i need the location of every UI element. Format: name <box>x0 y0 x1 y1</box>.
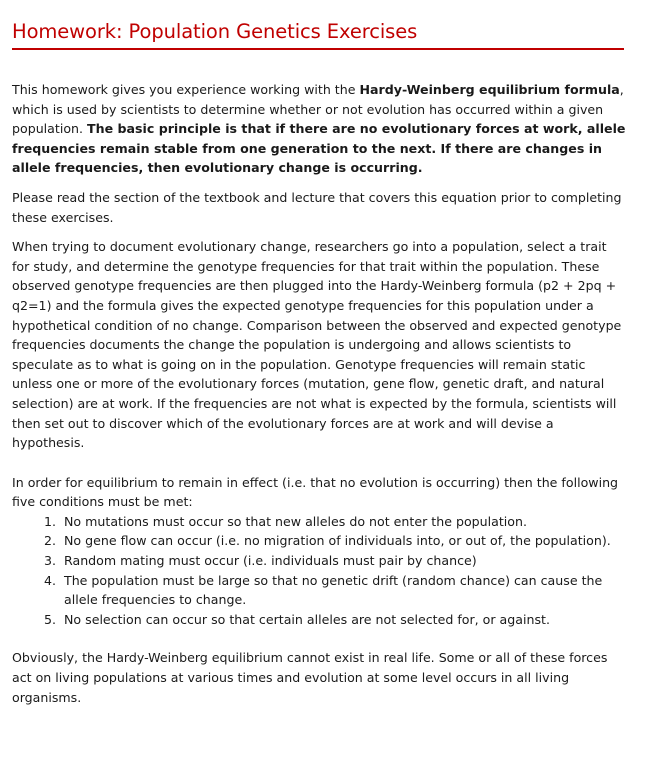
intro-text-1: This homework gives you experience working with the <box>12 82 360 97</box>
condition-item: 4. The population must be large so that no genetic drift (random chance) can cause the allele frequencies to change. <box>60 571 626 610</box>
conditions-intro: In order for equilibrium to remain in effect (i.e. that no evolution is occurring) then the following five conditions must be met: <box>12 474 619 510</box>
page-title: Homework: Population Genetics Exercises <box>12 20 418 43</box>
documenting-change-paragraph: When trying to document evolutionary change, researchers go into a population, select a trait for study, and determine the genotype frequencies for that trait within the population. These observed genotype frequencies are then plugged into the Hardy-Weinberg formula (p2 + 2pq + q2=1) and the formula gives the expected genotype frequencies for this population under a hypothetical condition of no change. Comparison between the observed and expected genotype frequencies documents the change the population is undergoing and allows scientists to speculate as to what is going on in the population. Genotype frequencies will remain static unless one or more of the evolutionary forces (mutation, gene flow, genetic draft, and natural selection) are at work. If the frequencies are not what is expected by the formula, scientists will then set out to discover which of the evolutionary forces are at work and will devise a hypothesis. <box>12 239 622 451</box>
closing-paragraph: Obviously, the Hardy-Weinberg equilibrium cannot exist in real life. Some or all of these forces act on living populations at various times and evolution at some level occurs in all living organisms. <box>12 650 608 705</box>
document-body <box>12 80 634 707</box>
basic-principle: The basic principle is that if there are no evolutionary forces at work, allele frequencies remain stable from one generation to the next. If there are changes in allele frequencies, then evolutionary change is occurring. <box>12 121 626 176</box>
condition-item: 3. Random mating must occur (i.e. individuals must pair by chance) <box>60 551 626 571</box>
spacer <box>12 463 626 473</box>
formula-name: Hardy-Weinberg equilibrium formula <box>359 82 620 97</box>
intro-paragraph <box>12 80 626 178</box>
condition-item: 1. No mutations must occur so that new alleles do not enter the population. <box>60 512 626 532</box>
condition-item: 5. No selection can occur so that certain alleles are not selected for, or against. <box>60 610 626 630</box>
conditions-list <box>12 512 626 630</box>
condition-item: 2. No gene flow can occur (i.e. no migration of individuals into, or out of, the population). <box>60 531 626 551</box>
intro-text-2: , which is used by scientists to determine whether or not evolution has occurred within a given population. <box>12 82 624 137</box>
read-note-paragraph: Please read the section of the textbook and lecture that covers this equation prior to completing these exercises. <box>12 189 622 225</box>
title-block <box>12 0 624 50</box>
